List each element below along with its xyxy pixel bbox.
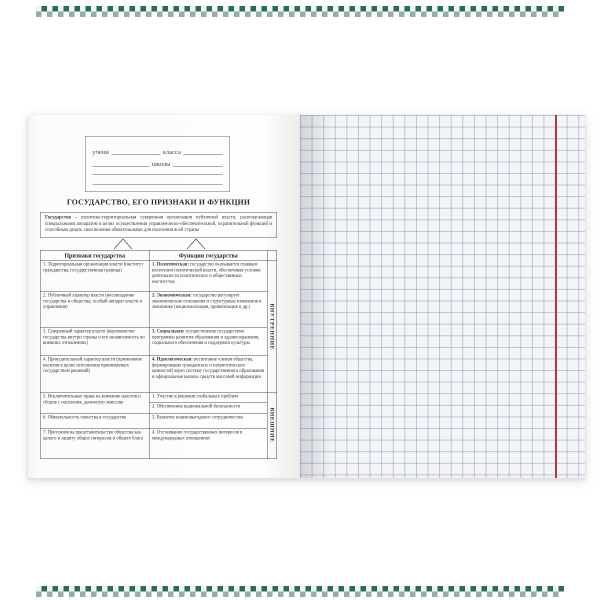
owner-row-blank-2 [93,185,223,186]
function-internal-cell [150,292,268,328]
class-label: класса [162,148,181,156]
definition-term: Государство [45,214,72,220]
function-text: осуществление государством программы развития образования и здравоохранения, социального обеспечения и поддержки культуры [152,329,260,346]
function-text: воспитание членов общества, формирование гражданских и патриотических ценностей через систему государственного образования и официальные каналы средств массовой информации [152,357,265,380]
school-label: школы [151,160,171,168]
function-external-cell: 4. Отстаивание государственных интересов в международных отношениях [152,430,243,441]
branch-arrows [40,235,277,250]
function-lead: 1. Политическая: [152,262,189,267]
function-lead: 2. Экономическая: [152,293,192,298]
internal-functions-label: ВНУТРЕННИЕ [268,261,277,393]
function-external-cell: 1. Участие в решении глобальных проблем [150,393,268,403]
blank-line-4 [93,185,223,186]
function-internal-cell [150,328,268,356]
page-title: ГОСУДАРСТВО, ЕГО ПРИЗНАКИ И ФУНКЦИИ [66,198,251,207]
left-page [28,115,300,478]
owner-row-school [93,161,223,168]
definition-text: – политико-территориальная суверенная организация публичной власти, располагающая специальными аппаратом в целях осуществления управленческо-обеспечительной, охранительной функций и способным делать свои веления обязательными для населения всей страны [45,214,272,233]
student-label: учени [92,148,109,156]
reference-table [40,250,277,459]
function-external-cell: 3. Развитие взаимовыгодного сотрудничества [150,414,268,429]
school-blank-line [173,167,222,168]
feature-cell: 7. Претензия на представительство общества как целого и защиту общих интересов и общего блага [43,430,143,441]
function-lead: 4. Идеологическая: [152,357,193,362]
header-features: Признаки государства [41,251,150,261]
function-internal-cell [150,261,268,292]
class-blank-line [183,155,222,156]
scope-label-column [268,261,277,459]
right-page-squared [300,115,585,478]
owner-row-blank-1 [93,175,223,176]
function-lead: 3. Социальная: [152,329,185,334]
cover-checker-strip-top [36,6,564,17]
header-side-spacer [268,251,277,261]
name2-blank-line [93,167,150,168]
gutter-shadow [300,115,334,478]
feature-cell: 3. Суверенный характер власти (верховенство государства внутри страны и его независимость во внешних отношениях) [41,328,150,356]
table-header-row [41,251,277,262]
owner-info-box [85,136,230,192]
table-body [41,261,277,459]
left-page-printed-content [28,115,300,478]
name-blank-line [111,155,160,156]
owner-row-name [93,149,223,156]
feature-cell: 5. Исключительные права на взимание налогов и сборов с населения, денежную эмиссию [41,393,150,414]
feature-cell: 1. Территориальная организация власти (институт гражданства, государственная граница) [41,261,150,292]
external-functions-label: ВНЕШНИЕ [269,407,275,443]
functions-column [150,261,268,459]
function-text: государство регулирует экономические отношения и структурные изменения в экономике (национализация, приватизация и др.) [152,293,262,310]
function-internal-cell [150,356,268,393]
blank-line-3 [93,175,223,176]
cover-checker-strip-bottom [36,586,564,597]
feature-cell: 6. Обязательность членства в государстве [41,414,150,429]
function-external-cell: 2. Обеспечение национальной безопасности [150,403,268,414]
header-functions: Функции государства [150,251,268,261]
feature-cell: 4. Принудительный характер власти (применение насилия в целях исполнения принимаемых государством решений) [41,356,150,393]
page-bottom-edge [28,478,585,480]
red-margin-line [555,115,557,478]
notebook-spread [28,115,585,478]
function-text: государство оказывается главным носителем политической власти, обеспечивая условия деятельности политических и общественных институтов [152,262,261,285]
feature-cell: 2. Публичный характер власти (несовпадение государства и общества, особый аппарат власти и управления) [41,292,150,328]
features-column [41,261,150,459]
